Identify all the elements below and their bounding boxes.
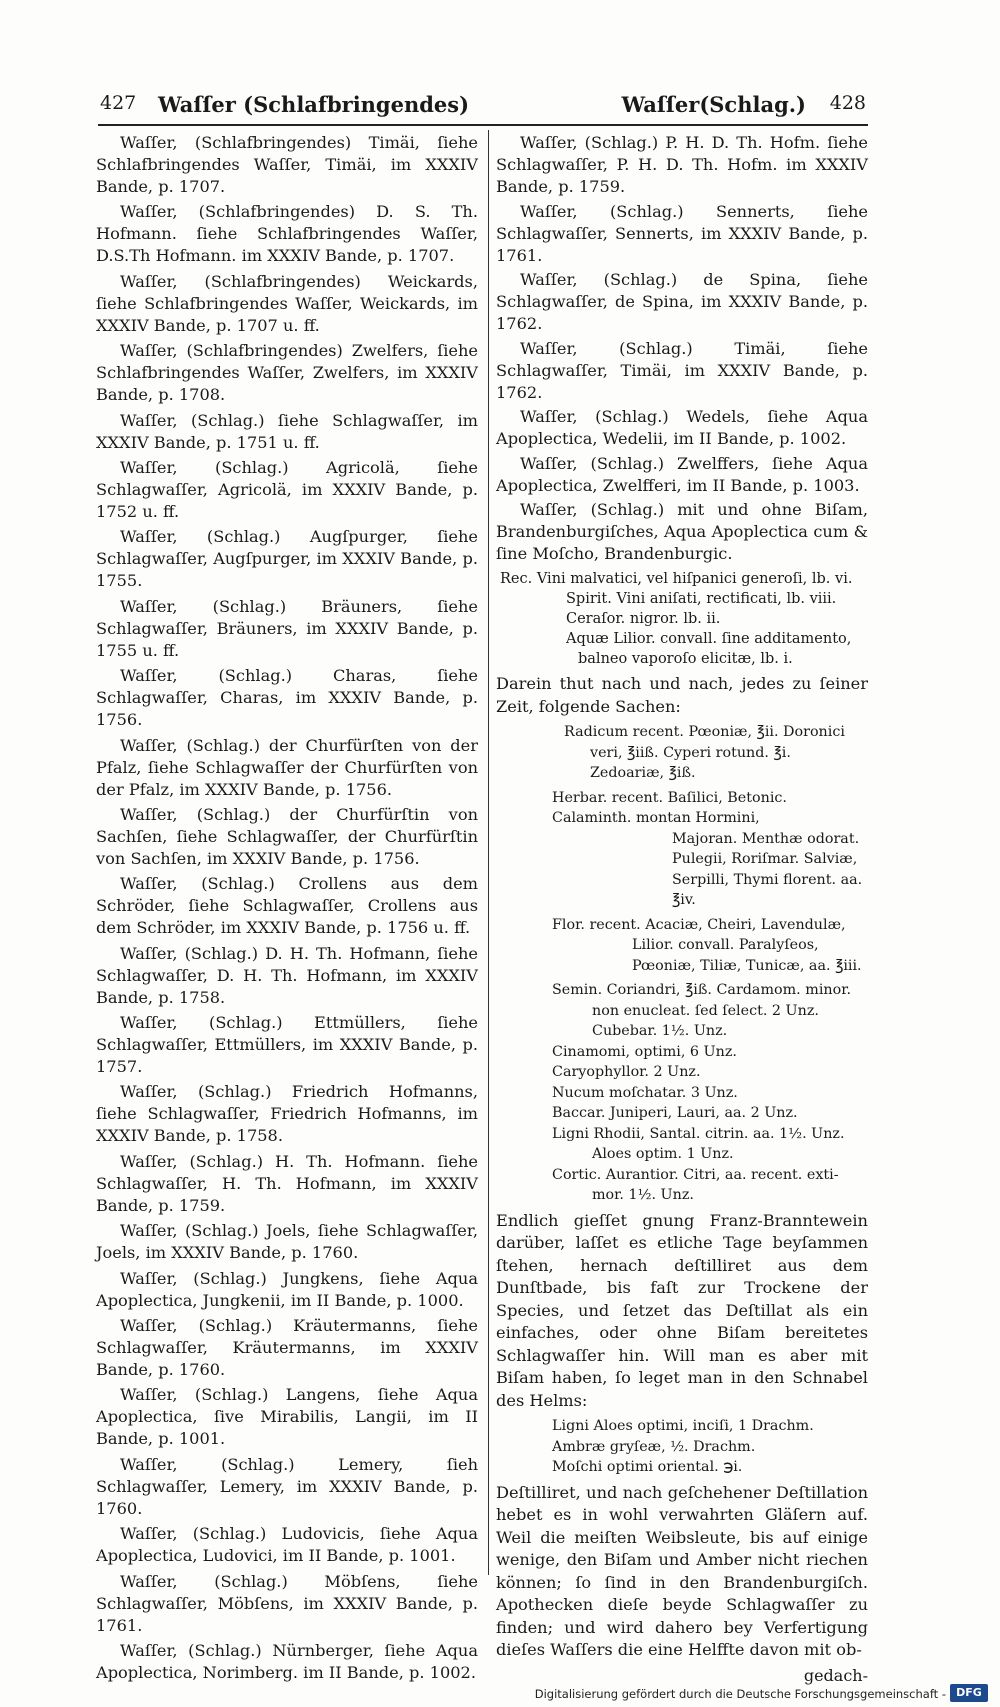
ingredient-line: Aloes optim. 1 Unz. [592, 1146, 734, 1162]
ingredient-line: Lilior. convall. Paralyſeos, Pœoniæ, Tiliæ, Tunicæ, aa. ℥iii. [632, 937, 862, 974]
recipe-line: balneo vaporoſo elicitæ, lb. i. [578, 651, 793, 667]
dfg-logo: DFG [950, 1684, 988, 1702]
ingredient-line: Flor. recent. Acaciæ, Cheiri, Lavendulæ, [552, 916, 846, 933]
ingredient-line: Ligni Aloes optimi, inciſi, 1 Drachm. [552, 1418, 814, 1434]
index-entry: Waſſer, (Schlag.) Lemery, ſieh Schlagwaſſer, Lemery, im XXXIV Bande, p. 1760. [96, 1454, 478, 1518]
catchword: gedach- [803, 1665, 868, 1685]
index-entry: Waſſer, (Schlafbringendes) Weickards, ſiehe Schlafbringendes Waſſer, Weickards, im XXXIV Bande, p. 1707 u. ff. [96, 271, 478, 335]
ingredient-line: mor. 1½. Unz. [592, 1187, 694, 1203]
index-entry: Waſſer, (Schlag.) Ettmüllers, ſiehe Schlagwaſſer, Ettmüllers, im XXXIV Bande, p. 1757. [96, 1013, 478, 1077]
index-entry: Waſſer, (Schlag.) Sennerts, ſiehe Schlagwaſſer, Sennerts, im XXXIV Bande, p. 1761. [496, 201, 868, 265]
index-entry: Waſſer, (Schlag.) Kräutermanns, ſiehe Schlagwaſſer, Kräutermanns, im XXXIV Bande, p. 1760. [96, 1316, 478, 1380]
ingredient-line: Cinamomi, optimi, 6 Unz. [552, 1043, 737, 1060]
ingredient-line: Moſchi optimi oriental. ℈i. [552, 1459, 743, 1475]
ingredient-line: Baccar. Juniperi, Lauri, aa. 2 Unz. [552, 1105, 798, 1121]
ingredient-line: Nucum moſchatar. 3 Unz. [552, 1084, 738, 1101]
index-entry: Waſſer, (Schlag.) Crollens aus dem Schröder, ſiehe Schlagwaſſer, Crollens aus dem Schröder, im XXXIV Bande, p. 1756 u. ff. [96, 874, 478, 938]
recipe-line: Rec. Vini malvatici, vel hiſpanici generoſi, lb. vi. [500, 571, 853, 587]
index-entry: Waſſer, (Schlag.) Langens, ſiehe Aqua Apoplectica, ſive Mirabilis, Langii, im II Bande, p. 1001. [96, 1385, 478, 1449]
index-entry: Waſſer, (Schlafbringendes) D. S. Th. Hofmann. ſiehe Schlafbringendes Waſſer, D.S.Th Hofmann. im XXXIV Bande, p. 1707. [96, 202, 478, 266]
index-entry: Waſſer, (Schlag.) ſiehe Schlagwaſſer, im XXXIV Bande, p. 1751 u. ff. [96, 410, 478, 452]
ingredient-line: Herbar. recent. Baſilici, Betonic. Calaminth. montan Hormini, [552, 789, 787, 826]
index-entry: Waſſer, (Schlag.) mit und ohne Biſam, Brandenburgiſches, Aqua Apoplectica cum & ſine Moſcho, Brandenburgic. [496, 500, 868, 563]
ingredient-line: Caryophyllor. 2 Unz. [552, 1064, 701, 1080]
recipe-line: Ceraſor. nigror. lb. ii. [566, 611, 721, 627]
digitization-footer [0, 1683, 1000, 1707]
ingredient-list [496, 722, 868, 1206]
index-entry: Waſſer, (Schlag.) Agricolä, ſiehe Schlagwaſſer, Agricolä, im XXXIV Bande, p. 1752 u. ff. [96, 457, 478, 521]
index-entry: Waſſer, (Schlag.) Charas, ſiehe Schlagwaſſer, Charas, im XXXIV Bande, p. 1756. [96, 666, 478, 730]
index-entry: Waſſer, (Schlag.) Augſpurger, ſiehe Schlagwaſſer, Augſpurger, im XXXIV Bande, p. 1755. [96, 527, 478, 591]
index-entry: Waſſer, (Schlag.) Ludovicis, ſiehe Aqua Apoplectica, Ludovici, im II Bande, p. 1001. [96, 1524, 478, 1566]
index-entry: Waſſer, (Schlag.) Friedrich Hofmanns, ſiehe Schlagwaſſer, Friedrich Hofmanns, im XXXIV Bande, p. 1758. [96, 1082, 478, 1146]
index-entry: Waſſer, (Schlag.) Joels, ſiehe Schlagwaſſer, Joels, im XXXIV Bande, p. 1760. [96, 1221, 478, 1263]
index-entry: Waſſer, (Schlag.) D. H. Th. Hofmann, ſiehe Schlagwaſſer, D. H. Th. Hofmann, im XXXIV Bande, p. 1758. [96, 943, 478, 1007]
funding-note: Digitalisierung gefördert durch die Deutsche Forschungsgemeinschaft - [534, 1687, 946, 1701]
index-entry: Waſſer, (Schlafbringendes) Timäi, ſiehe Schlafbringendes Waſſer, Timäi, im XXXIV Bande, p. 1707. [96, 133, 478, 196]
ingredient-line: Cortic. Aurantior. Citri, aa. recent. exti- [552, 1166, 839, 1183]
column-divider [488, 130, 489, 1575]
index-entry: Waſſer, (Schlag.) Nürnberger, ſiehe Aqua Apoplectica, Norimberg. im II Bande, p. 1002. [96, 1640, 478, 1682]
recipe-line: Spirit. Vini aniſati, rectificati, lb. viii. [566, 591, 837, 607]
page-number-right: 428 [829, 92, 866, 114]
index-entry: Waſſer, (Schlag.) Jungkens, ſiehe Aqua Apoplectica, Jungkenii, im II Bande, p. 1000. [96, 1268, 478, 1310]
index-entry: Waſſer, (Schlag.) Timäi, ſiehe Schlagwaſſer, Timäi, im XXXIV Bande, p. 1762. [496, 338, 868, 402]
recipe-line: Aquæ Lilior. convall. ſine additamento, [566, 631, 852, 647]
instruction-paragraph: Endlich gieſſet gnung Franz-Branntewein darüber, laſſet es etliche Tage beyſammen ſtehen, hernach deſtilliret aus dem Dunſtbade, bis faſt zur Trockene der Species, und ſetzet das Deſtillat als ein einfaches, oder ohne Biſam bereitetes Schlagwaſſer hin. Will man es aber mit Biſam haben, ſo leget man in den Schnabel des Helms: [496, 1210, 868, 1410]
right-column [496, 132, 868, 1686]
ingredient-line: non enucleat. ſed ſelect. 2 Unz. Cubebar. 1½. Unz. [592, 1002, 819, 1039]
ingredient-line: veri, ℥iiß. Cyperi rotund. ℥i. Zedoariæ, ℥iß. [590, 744, 791, 781]
index-entry: Waſſer, (Schlag.) der Churfürſtin von Sachſen, ſiehe Schlagwaſſer, der Churfürſtin von Sachſen, im XXXIV Bande, p. 1756. [96, 804, 478, 868]
instruction-paragraph: Deſtilliret, und nach geſchehener Deſtillation hebet es in wohl verwahrten Gläſern auf. Weil die meiſten Weibsleute, bis auf einige wenige, den Biſam und Amber nicht riechen können; ſo ſind in den Brandenburgiſch. Apothecken dieſe beyde Schlagwaſſer zu finden; und wird dahero bey Verfertigung dieſes Waſſers die eine Helffte davon mit ob- [496, 1482, 868, 1659]
index-entry: Waſſer, (Schlag.) de Spina, ſiehe Schlagwaſſer, de Spina, im XXXIV Bande, p. 1762. [496, 270, 868, 333]
ingredient-line: Semin. Coriandri, ℥iß. Cardamom. minor. [552, 982, 852, 998]
header-rule [98, 124, 868, 126]
index-entry: Waſſer, (Schlag.) P. H. D. Th. Hofm. ſiehe Schlagwaſſer, P. H. D. Th. Hofm. im XXXIV Bande, p. 1759. [496, 133, 868, 196]
index-entry: Waſſer, (Schlag.) Bräuners, ſiehe Schlagwaſſer, Bräuners, im XXXIV Bande, p. 1755 u. ff. [96, 596, 478, 660]
recipe-block [496, 569, 868, 669]
index-entry: Waſſer, (Schlag.) Möbſens, ſiehe Schlagwaſſer, Möbſens, im XXXIV Bande, p. 1761. [96, 1571, 478, 1635]
ingredient-line: Radicum recent. Pœoniæ, ℥ii. Doronici [564, 724, 845, 740]
running-head-left: Waſſer (Schlafbringendes) [158, 92, 470, 117]
instruction-paragraph: Darein thut nach und nach, jedes zu ſeiner Zeit, folgende Sachen: [496, 674, 868, 716]
helm-ingredient-list [496, 1416, 868, 1478]
running-header [100, 92, 866, 122]
index-entry: Waſſer, (Schlag.) Zwelffers, ſiehe Aqua Apoplectica, Zwelfferi, im II Bande, p. 1003. [496, 453, 868, 495]
index-entry: Waſſer, (Schlag.) der Churfürſten von der Pfalz, ſiehe Schlagwaſſer der Churfürſten von der Pfalz, im XXXIV Bande, p. 1756. [96, 735, 478, 799]
index-entry: Waſſer, (Schlag.) H. Th. Hofmann. ſiehe Schlagwaſſer, H. Th. Hofmann, im XXXIV Bande, p. 1759. [96, 1151, 478, 1215]
ingredient-line: Ambræ gryſeæ, ½. Drachm. [552, 1438, 756, 1455]
ingredient-line: Majoran. Menthæ odorat. Pulegii, Roriſmar. Salviæ, Serpilli, Thymi florent. aa. ℥iv. [672, 830, 863, 908]
ingredient-line: Ligni Rhodii, Santal. citrin. aa. 1½. Unz. [552, 1125, 845, 1142]
page-number-left: 427 [100, 92, 137, 114]
left-column [96, 132, 478, 1687]
index-entry: Waſſer, (Schlafbringendes) Zwelfers, ſiehe Schlafbringendes Waſſer, Zwelfers, im XXXIV Bande, p. 1708. [96, 341, 478, 405]
index-entry: Waſſer, (Schlag.) Wedels, ſiehe Aqua Apoplectica, Wedelii, im II Bande, p. 1002. [496, 407, 868, 448]
running-head-right: Waſſer(Schlag.) [621, 92, 806, 117]
